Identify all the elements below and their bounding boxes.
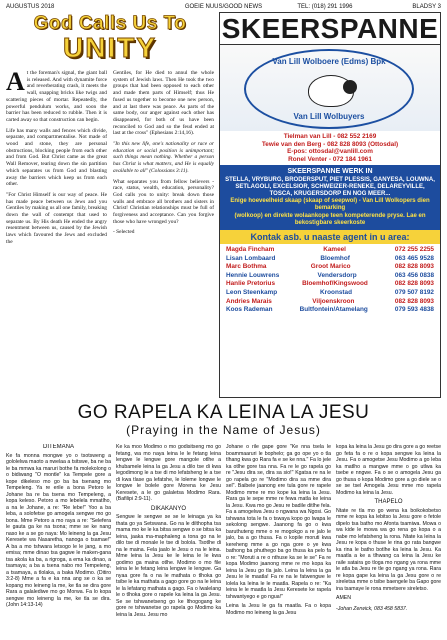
article-banner	[6, 14, 214, 66]
agent-phone: 079 593 4838	[394, 306, 434, 314]
section-heading: DIKAKANYO	[150, 505, 186, 512]
agent-name: Koos Rademan	[226, 306, 273, 314]
dropcap: A	[6, 67, 25, 96]
headline-subtitle: (Praying in the Name of Jesus)	[126, 423, 321, 437]
agent-phone: 079 507 8192	[394, 288, 434, 296]
author-signature: -Johan Zerwick, 083 458 5837.	[336, 605, 408, 612]
agent-name: Hanlie Pretorius	[226, 280, 276, 288]
headline-title: GO RAPELA KA LEINA LA JESU	[77, 402, 370, 423]
ring-bottom-text: Van Lill Wolbuyers	[293, 112, 365, 121]
services-note: Enige hoeveelheid skaap (skaap of seepwol) - Van Lill Wolkopers dien bemarking	[230, 198, 430, 212]
agent-phone: 082 828 8093	[394, 280, 434, 288]
ad-title: SKEERSPANNE	[221, 13, 439, 44]
ad-services	[220, 165, 440, 230]
paragraph: "For Christ Himself is our way of peace. He has made peace between us Jews and you Gentiles by making us all one family, breaking down the wall of contempt that used to separate us. By His death He ended the angry resentment between us, caused by the Jewish laws which favoured the Jews and excluded the	[6, 191, 107, 245]
agent-name: Magda Fincham	[226, 246, 275, 253]
paragraph-amen: AMEN	[336, 595, 351, 601]
services-areas: STELLA, VRYBURG, BRODERSPUT, PIET PLESSIS, GANYESA, LOUWNA, SETLAGOLI, EXCELSIOR, SCHWEIZER-RENEKE, DELAREYVILLE, TOSCA, KRUGERSDORP EN NOG MEER...	[225, 176, 435, 197]
prayer-headline	[6, 402, 441, 438]
paragraph: Gentiles, for He died to annul the whole system of Jewish laws. Then He took the two groups that had been opposed to each other and made them parts of Himself; thus He fused us together to become one new person, and at last there was peace. As parts of the same body, our anger against each other has disappeared, for both of us have been reconciled to God and so the feud ended at last at the cross" (Ephesians 2:14,16).	[113, 70, 214, 137]
page-header	[6, 2, 441, 12]
banner-line2: UNITY	[63, 32, 157, 63]
ad-contact-heading: Kontak asb. u naaste agent in u area:	[220, 230, 440, 244]
ad-contacts	[220, 131, 440, 165]
contact-email: E-pos: ottosdal@vanlill.com	[287, 148, 373, 156]
services-note-2: (wolkoop) en direkte wolaankope teen kompeterende pryse. Lae en bekostigbare skeerkoste	[234, 212, 426, 226]
agent-phone: 082 828 8093	[394, 263, 434, 271]
agent-row	[226, 289, 434, 298]
section-heading: THAPELO	[374, 499, 403, 505]
paragraph: t the foreman's signal, the giant ball is released. And with dynamite force and reverberating crash, it meets the wall, snapping bricks like twigs and scattering pieces of mortar. Repeatedly, the powerful pendulum works, and soon the barrier has been reduced to rubble. Then it is carted away so that construction can begin.	[6, 70, 107, 123]
agent-name: Hennie Louwrens	[226, 271, 280, 279]
article-unity	[6, 14, 214, 398]
paragraph: What separates you from fellow believers - race, status, wealth, education, personality? God calls you to unity: break down those walls and embrace all brothers and sisters in Christ! Christian relationships must be full of forgiveness and acceptance. Can you forgive those who have wronged you?	[113, 178, 214, 225]
logo-ring	[244, 49, 414, 129]
header-paper: GOEIE NUUS/GOOD NEWS	[184, 4, 263, 10]
agent-row	[226, 280, 434, 289]
article-column-2	[113, 70, 214, 250]
agent-phone: 063 456 0838	[394, 271, 434, 279]
agent-place: Vendersdorp	[317, 271, 357, 279]
agent-phone: 072 255 2255	[394, 246, 434, 253]
agent-phone: 063 465 9528	[394, 254, 434, 262]
contact-line: Tielman van Lill - 082 552 2169	[283, 133, 377, 140]
agent-row	[226, 255, 434, 264]
prayer-column-3	[226, 444, 331, 636]
agent-place: Viljoenskroon	[312, 297, 355, 305]
agent-place: Bloemhof/Kingswood	[302, 280, 368, 288]
paragraph: Ke ka moo Modimo o mo godisitseng mo go fetang, wa mo naya leina le le fetang leina lengwe le lengwe gore mangole otlhe a khubamele leina la ga Jesu a dilo tse di kwa legodimong le a tse di mo lefatsheng le a tse di kwa tlase ga lefatshe, le loleme longwe le longwe le bolele gore Morena ke Jesu Keresete, a le go galaletsa Modimo Rara. (Bafilipi 2:9-11).	[116, 444, 221, 502]
prayer-column-2	[116, 444, 221, 636]
agent-place: Bultfontein/Atamelang	[299, 306, 368, 314]
agent-place: Bloemhof	[320, 254, 350, 262]
prayer-article	[6, 444, 441, 636]
agent-place: Kameel	[323, 246, 346, 253]
paragraph: Ntate re tla mo go wena ka boikokobetso mme re kopa ka lebitso la Jesu gore o fetole dipelo tsa batho mo Afonta tsamiwa. Mowa o wa kide le mowa wa go rena go kopa o a nabe mo lefatsheng la rona. Ntate ka leina la Jesu re kopa o thuse le rina go rata bangwe ka rina le batho botlhe ka leina la Jesu. Ka maatla a ke a tlhwang ca leina la Jesu ke raile sataira go tloga mo ngang ya rona mme le atla ba Jesu re tle go ngang ya rona. Rara re kopa gape ka leina la ga Jesu gore o re sireletsa mme o tsibe baengele ba Gapo gore ina tsamaye le rona mmetsere sireletso.	[336, 507, 441, 592]
article-signature: - Selected	[113, 229, 135, 236]
header-date: AUGUSTUS 2018	[6, 4, 55, 10]
paragraph: kopa ka leina la Jesu go dira gore a go reetse go feta fa o re o kopa sengwe ka leina la Jesu. Fa o amogetse Jesu Modimo a go leba ka matlho a mangwe mme o go utlwa ka tsebe e nngwe. Fa o se o amogela Jesu ga go thusa o kopa Modimo gore a go diele se o se se tsel Amogela Jesu mme mo rapela Modimo ka leina la Jesu.	[336, 444, 441, 496]
agent-name: Leon Steenkamp	[226, 288, 278, 296]
paragraph: Ke fa monna mongwe yo o tsotsweng a gololelwa maoto a nwelaa a tsitswe, ba ne ba le ba mmwa ka maruri bothe fa molekolong o o bidiwang "O montle" ka Tempele gore a kope dikeleso mo go ba ba tsenang mo Tempeleng. Ya re erile a bona Petoro le Johane ba re ba tsena mo Tempeleng, a kopa keleso. Petoro a mo lebelela mmatlho, a na le Johane, a re: "Re lebe!" Yoo a ba leba, a solofetse go amogela sengwe mo go bona. Mme Petoro a mo raya a re: "Selefera le gauta ga ke na tsona; mme se ke nang naso ke a se go naya: Mo leineng la ga Jesu Keresete wa Nasaretha, nanoga o tsamae!" A ba a mo tshwara letsogo le le jang, a mo emisa; mme dinao tsa gagwe le maken-gana tsa akola ka ba, a rigroga, a ema ka dinao, a tsamaya; a ba a tsena nabo mo Tempeleng, a tsamaya, a tlolaka, a baka Modimo. (Ditiro 3:2-8) Mme a fa e ka nna ang se o ka se kopang mo leineng la me, ke tla se dira gore Rara a galalediwe mo go Morwa. Fa lo kopa sengwe mo leineng la me, ke tla se dira. (John 14:13-14)	[6, 452, 111, 608]
paragraph: "In this new life, one's nationality or race or education or social position is unimportant; such things mean nothing. Whether a person has Christ is what matters, and He is equally available to all" (Colossians 3:11).	[113, 141, 214, 174]
ad-logo	[220, 45, 440, 131]
agent-place: Kroonstad	[320, 288, 352, 296]
prayer-column-4	[336, 444, 441, 636]
agent-place: Groot Marico	[310, 263, 351, 271]
agent-name: Marc Bothma	[226, 263, 267, 271]
agent-row	[226, 298, 434, 307]
services-heading: SKEERSPANNE WERK IN	[287, 168, 373, 176]
agent-phone: 082 828 8093	[394, 297, 434, 305]
paragraph: Johane o rile gape gore "Ke nna tsela le boammaaruri le bophelo; ga go ope yo o tla tlhang kwa go Rara fa e se ke nna." Fa lo jele ka otlhe gore tsa nna. Fa re le go rapela go re "Jesu dira se, dira sa sio!" Kgatsa re na le go rapela go re "Modimo dira sa mme dira sel". Baibele jaanong ere tula gore re rapele Modimo mme re mo kope ka leina la Jesu. Rara ga le sepe mme re fewa matla ke leina la Jesu. Kwa mo go Jesu re badile ditlhe fela. Fa a amogelwa Jesu o ngwana wa Ngosi. Go tshwana tota le fa o tswaya kopo go lwapa le sekolong sengwe. Jaanong fa go o kwa baruthuteng mme o re mogokgo a re jalo le jalo, ba a go thusa. Fa o kopile moruti kwa kereheng mme a go nga gore o ye kwa bathong ba phuthego ba go thusa ka pelo fa o re: "Moruti a re o nthuse ka se le se" Fa re kopa Modimo jaanong mme re mo kopa ka leina la Jesu go tla jalo. Leina la leina la ga Jesu le le maatla! Fa re na le fatwengwe le lolela ka leina le le maatla. Rapela o re: "Ka leina le le maatla la Jesu Keresete ke rapela tshwantyego e go ngua!"	[226, 444, 331, 600]
agent-list	[220, 244, 440, 317]
contact-line: Tewie van den Berg - 082 828 8093 (Ottosdal)	[261, 140, 399, 148]
ring-top-text: Van Lill Wolboere (Edms) Bpk	[272, 57, 386, 66]
header-tel: TEL: (018) 291 1996	[297, 4, 353, 10]
sheep-icon	[308, 75, 354, 107]
paragraph: Leina la Jesu le ga fa maatla. Fa o kopa Modimo mo leineng la ga Jesu	[226, 603, 331, 616]
skeerspanne-advert	[219, 12, 441, 398]
prayer-column-1	[6, 444, 111, 636]
agent-name: Lisan Lombaard	[226, 254, 276, 262]
agent-row	[226, 272, 434, 281]
header-page: BLADSY 3	[412, 4, 441, 10]
contact-line: Ronel Venter - 072 184 1961	[288, 155, 372, 163]
agent-row	[226, 246, 434, 255]
agent-row	[226, 306, 434, 315]
paragraph: Life has many walls and fences which divide, separate, and compartmentalise. Not made of wood and stone, they are personal obstructions, blocking people from each other and from God. But Christ came as the great Wall Remover, tearing down the sin partition which separates us from God and blasting away the barriers which keep us from each other.	[6, 127, 107, 188]
article-column-1	[6, 67, 107, 250]
section-heading: DITEMANA	[42, 444, 74, 450]
paragraph: Sengwe le sengwe se se le leinaga ya ka thata go ya Setswana. Go na le dilthopha tsa mama mo ke le ka bitsa sengwe o se bitsa ka leina, jaaka ma-maphaleng a tona go na le dilo tse di monale le tse di bolola. Tsotlhe di na le maina. Fela jaalo le Jesu o na le leina. Mme leina la Jesu ke le leina le le kwa godimo ga maina otlhe. Modimo o mo file leina le le fetang leina lengwe le lengwe. Ga nyaa gore fa o na le mathata o tlhoka go tsibe le ka mathata a gago gore go na le leina le la lefatang mathata a gago. Fa o lwalelang le o tlhoka gore o rapele ka leina la ga Jesu. Se se tshwanetseng go ke lthogogang ke gore re tshwanetse go rapela go Modimo ka leina la Jesu. Jesu mo	[116, 514, 221, 618]
agent-name: Andries Marais	[226, 297, 272, 305]
banner-line1: God Calls Us To	[33, 13, 187, 34]
agent-row	[226, 263, 434, 272]
